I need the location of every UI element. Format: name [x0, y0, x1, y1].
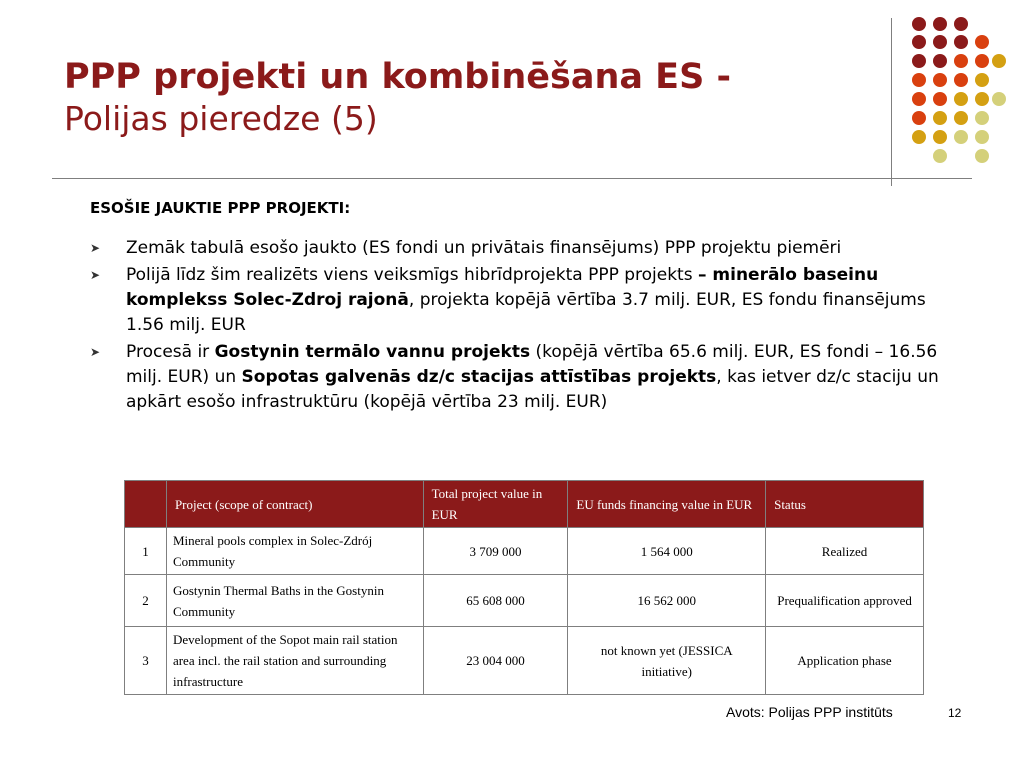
table-row	[125, 528, 924, 575]
bullet-bold-text: Gostynin termālo vannu projekts	[214, 342, 531, 362]
bullet-arrow-icon: ➤	[90, 241, 101, 255]
bullet-item	[90, 263, 960, 338]
table-cell: Development of the Sopot main rail station area incl. the rail station and surrounding infrastructure	[166, 627, 423, 695]
table-header-cell: Total project value in EUR	[423, 481, 568, 528]
section-heading: ESOŠIE JAUKTIE PPP PROJEKTI:	[90, 199, 351, 217]
table-cell: 23 004 000	[423, 627, 568, 695]
bullet-text: Zemāk tabulā esošo jaukto (ES fondi un privātais finansējums) PPP projektu piemēri	[126, 238, 842, 258]
horizontal-divider	[52, 178, 972, 179]
table-header-row	[125, 481, 924, 528]
table-cell: Application phase	[766, 627, 924, 695]
table-cell: 2	[125, 575, 167, 627]
table-cell: 16 562 000	[568, 575, 766, 627]
title-line-1: PPP projekti un kombinēšana ES -	[64, 57, 731, 97]
slide-title	[64, 58, 864, 137]
source-note: Avots: Polijas PPP institūts	[726, 704, 893, 720]
bullet-item	[90, 236, 960, 261]
table-cell: 3	[125, 627, 167, 695]
table-cell: Mineral pools complex in Solec-Zdrój Community	[166, 528, 423, 575]
table-cell: 3 709 000	[423, 528, 568, 575]
bullet-text: , projekta kopējā vērtība 3.7 milj. EUR, ES fondu finansējums 1.56 milj. EUR	[126, 290, 926, 335]
bullet-text: , kas ietver dz/c staciju un apkārt esošo infrastruktūru (kopējā vērtība 23 milj. EUR)	[126, 367, 939, 412]
table-cell: not known yet (JESSICA initiative)	[568, 627, 766, 695]
bullet-arrow-icon: ➤	[90, 345, 101, 359]
table-header-cell: Project (scope of contract)	[166, 481, 423, 528]
bullet-bold-text: – minerālo baseinu komplekss Solec-Zdroj rajonā	[126, 265, 879, 310]
title-line-2: Polijas pieredze (5)	[64, 98, 378, 138]
table-cell: 1 564 000	[568, 528, 766, 575]
bullet-text: Polijā līdz šim realizēts viens veiksmīgs hibrīdprojekta PPP projekts	[126, 265, 698, 285]
vertical-divider	[891, 18, 892, 186]
page-number: 12	[948, 706, 962, 720]
table-header-cell	[125, 481, 167, 528]
bullet-list	[90, 236, 960, 417]
table-cell: 1	[125, 528, 167, 575]
table-cell: 65 608 000	[423, 575, 568, 627]
table-row	[125, 575, 924, 627]
table-cell: Gostynin Thermal Baths in the Gostynin Community	[166, 575, 423, 627]
bullet-item	[90, 340, 960, 415]
bullet-arrow-icon: ➤	[90, 268, 101, 282]
bullet-text: Procesā ir	[126, 342, 215, 362]
table-row	[125, 627, 924, 695]
bullet-text: (kopējā vērtība 65.6 milj. EUR, ES fondi – 16.56 milj. EUR) un	[126, 342, 938, 387]
projects-table	[124, 480, 924, 695]
table-cell: Realized	[766, 528, 924, 575]
table-cell: Prequalification approved	[766, 575, 924, 627]
table-header-cell: Status	[766, 481, 924, 528]
bullet-bold-text: Sopotas galvenās dz/c stacijas attīstības projekts	[241, 367, 717, 387]
table-header-cell: EU funds financing value in EUR	[568, 481, 766, 528]
